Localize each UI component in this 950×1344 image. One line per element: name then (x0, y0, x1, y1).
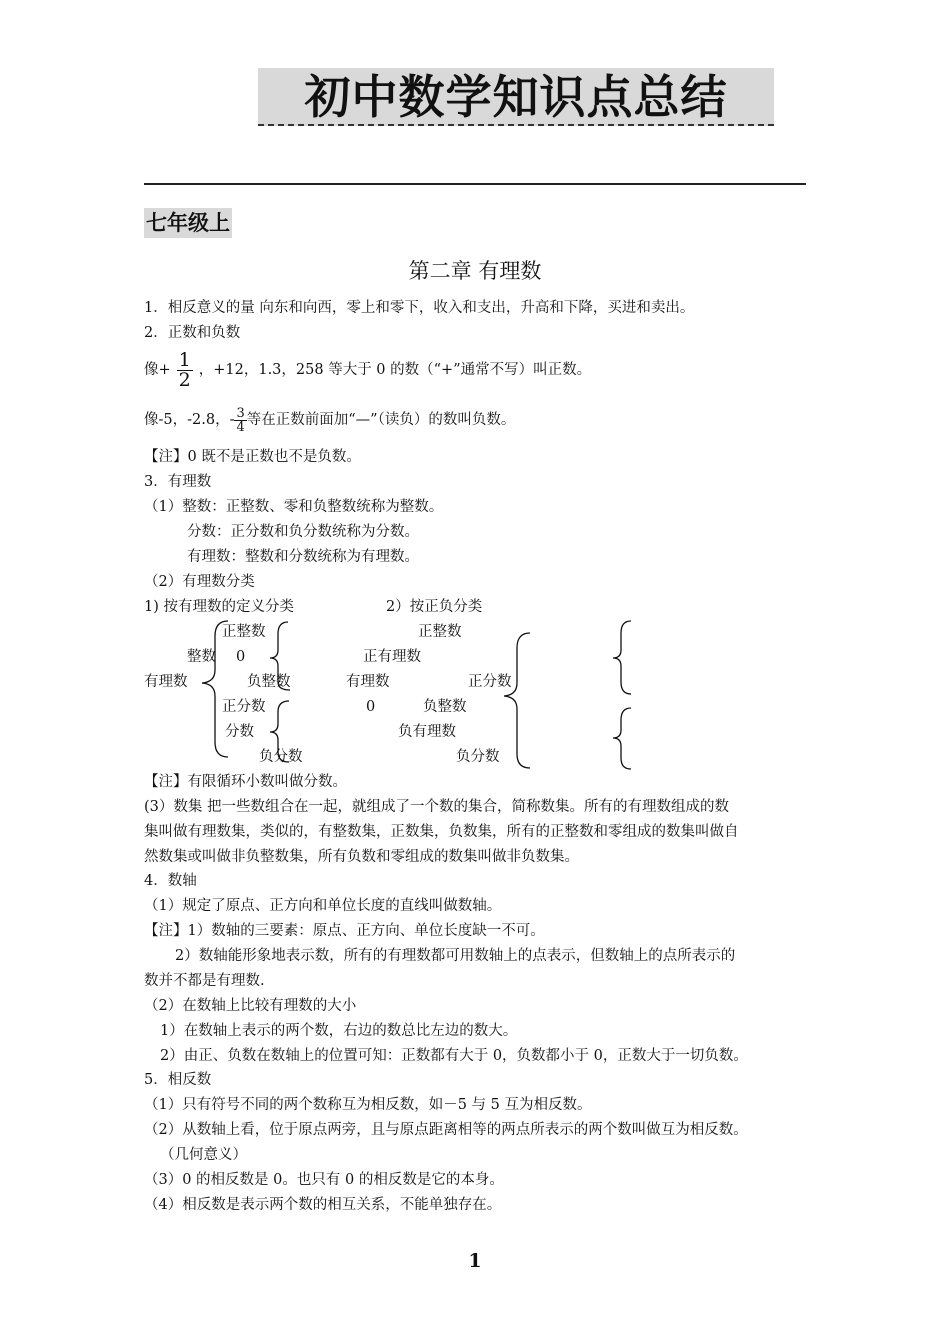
text-line: （2）在数轴上比较有理数的大小 (144, 998, 357, 1014)
diagram-label: 整数 (187, 649, 216, 665)
diagram-label: 正整数 (222, 624, 266, 640)
text-fragment: 等在正数前面加“—”（读负）的数叫负数。 (246, 412, 516, 428)
text-line: 数并不都是有理数. (144, 973, 265, 989)
document-title: 初中数学知识点总结 (258, 68, 774, 126)
brace-integers (270, 622, 290, 690)
text-line: （1）整数：正整数、零和负整数统称为整数。 (144, 499, 444, 515)
text-line: (3）数集 把一些数组合在一起，就组成了一个数的集合，简称数集。所有的有理数组成的数 (144, 799, 729, 815)
fraction-denominator: 2 (178, 368, 191, 391)
diagram-label: 负分数 (456, 749, 500, 765)
fraction-numerator: 1 (178, 348, 191, 371)
diagram-label: 分数 (225, 724, 254, 740)
text-line: 1．相反意义的量 向东和向西，零上和零下，收入和支出，升高和下降，买进和卖出。 (144, 300, 695, 316)
text-line: （1）规定了原点、正方向和单位长度的直线叫做数轴。 (144, 898, 502, 914)
text-line: （1）只有符号不同的两个数称互为相反数，如－5 与 5 互为相反数。 (144, 1097, 592, 1113)
diagram-label: 0 (366, 699, 376, 715)
text-line: （4）相反数是表示两个数的相互关系，不能单独存在。 (144, 1197, 502, 1213)
text-line: 3．有理数 (144, 474, 212, 490)
text-line: （几何意义） (160, 1147, 247, 1163)
diagram-label: 负整数 (423, 699, 467, 715)
note-line: 【注】0 既不是正数也不是负数。 (144, 449, 361, 465)
diagram-label: 正有理数 (363, 649, 421, 665)
text-line: （2）从数轴上看，位于原点两旁，且与原点距离相等的两点所表示的两个数叫做互为相反数。 (144, 1122, 748, 1138)
brace-rational-by-sign (504, 633, 530, 768)
text-line: （2）有理数分类 (144, 574, 255, 590)
diagram-label: 负分数 (259, 749, 303, 765)
text-line: 2）由正、负数在数轴上的位置可知：正数都有大于 0，负数都小于 0，正数大于一切负数。 (160, 1048, 748, 1064)
diagram-label: 正分数 (468, 674, 512, 690)
diagram-label: 有理数 (346, 674, 390, 690)
classification-heading-2: 2）按正负分类 (386, 599, 483, 615)
brace-positive-rational (613, 621, 631, 694)
brace-fractions (270, 701, 289, 762)
diagram-label: 有理数 (144, 674, 188, 690)
text-fragment: 像-5，-2.8，- (144, 412, 235, 428)
text-fragment: ，+12，1.3，258 等大于 0 的数（“+”通常不写）叫正数。 (198, 362, 592, 378)
page-number: 1 (468, 1250, 482, 1272)
text-line: 有理数：整数和分数统称为有理数。 (187, 549, 419, 565)
brace-rational-by-definition (202, 621, 228, 757)
chapter-heading: 第二章 有理数 (408, 259, 542, 283)
text-line: 然数集或叫做非负整数集，所有负数和零组成的数集叫做非负数集。 (144, 849, 579, 865)
fraction-numerator: 3 (236, 405, 245, 421)
diagram-label: 负整数 (247, 674, 291, 690)
text-fragment: 像+ (144, 362, 171, 378)
grade-heading: 七年级上 (144, 208, 232, 238)
classification-heading-1: 1) 按有理数的定义分类 (144, 599, 294, 615)
fraction-denominator: 4 (236, 419, 245, 435)
diagram-label: 负有理数 (398, 724, 456, 740)
text-line: 4．数轴 (144, 873, 197, 889)
diagram-label: 正整数 (418, 624, 462, 640)
note-line: 【注】1）数轴的三要素：原点、正方向、单位长度缺一不可。 (144, 923, 545, 939)
diagram-label: 正分数 (222, 699, 266, 715)
text-line: 2）数轴能形象地表示数，所有的有理数都可用数轴上的点表示，但数轴上的点所表示的 (175, 948, 736, 964)
text-line: 分数：正分数和负分数统称为分数。 (187, 524, 419, 540)
brace-negative-rational (613, 708, 631, 769)
text-line: 集叫做有理数集，类似的，有整数集，正数集，负数集，所有的正整数和零组成的数集叫做自 (144, 824, 739, 840)
text-line: （3）0 的相反数是 0。也只有 0 的相反数是它的本身。 (144, 1172, 504, 1188)
note-line: 【注】有限循环小数叫做分数。 (144, 774, 347, 790)
diagram-label: 0 (236, 649, 246, 665)
text-line: 1）在数轴上表示的两个数，右边的数总比左边的数大。 (160, 1023, 518, 1039)
text-line: 5．相反数 (144, 1072, 212, 1088)
text-line: 2．正数和负数 (144, 325, 241, 341)
